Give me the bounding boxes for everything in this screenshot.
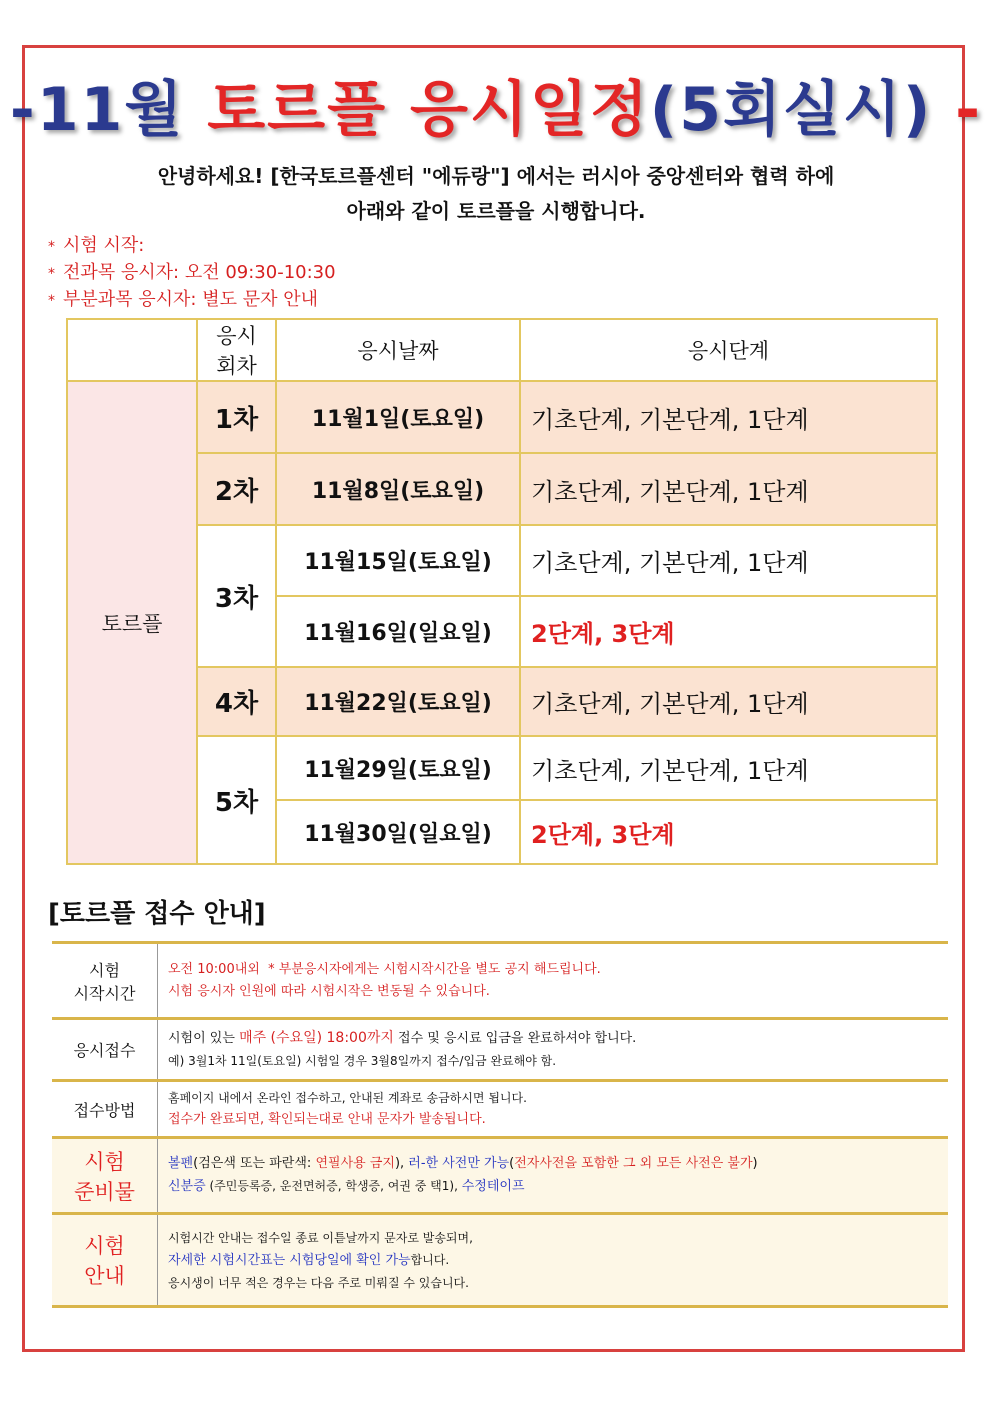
guide-line2-tail: 합니다. bbox=[410, 1252, 450, 1267]
label-line2: 안내 bbox=[84, 1264, 125, 1288]
guide-line1: 시험시간 안내는 접수일 종료 이튿날까지 문자로 발송되며, bbox=[168, 1230, 473, 1245]
round-cell: 1차 bbox=[197, 381, 276, 453]
info-row-method bbox=[52, 1081, 948, 1138]
header-blank bbox=[67, 319, 197, 381]
table-row bbox=[67, 525, 937, 596]
supply-pen-detail: (검은색 또는 파란색: bbox=[193, 1156, 316, 1171]
stage-cell: 기초단계, 기본단계, 1단계 bbox=[520, 667, 937, 736]
info-content bbox=[158, 1081, 949, 1138]
note-full-subject bbox=[48, 258, 336, 284]
label-line2: 시작시간 bbox=[73, 983, 136, 1003]
date-cell: 11월30일(일요일) bbox=[276, 800, 520, 864]
title-left-dash: - bbox=[9, 75, 37, 145]
info-label: 접수방법 bbox=[52, 1081, 158, 1138]
start-time-line2: 시험 응시자 인원에 따라 시험시작은 변동될 수 있습니다. bbox=[168, 983, 490, 999]
date-cell: 11월29일(토요일) bbox=[276, 736, 520, 800]
info-label bbox=[52, 1138, 158, 1214]
asterisk-icon: * bbox=[48, 293, 55, 309]
label-line1: 시험 bbox=[84, 1234, 125, 1258]
round-cell: 2차 bbox=[197, 453, 276, 525]
method-line1: 홈페이지 내에서 온라인 접수하고, 안내된 계좌로 송금하시면 됩니다. bbox=[168, 1091, 527, 1105]
supply-no-pencil: 연필사용 금지 bbox=[315, 1156, 395, 1171]
info-content bbox=[158, 1138, 949, 1214]
asterisk-icon: * bbox=[48, 239, 55, 255]
date-cell: 11월1일(토요일) bbox=[276, 381, 520, 453]
label-line2: 준비물 bbox=[74, 1179, 135, 1204]
schedule-header-row bbox=[67, 319, 937, 381]
info-label bbox=[52, 943, 158, 1019]
table-row bbox=[67, 667, 937, 736]
header-round bbox=[197, 319, 276, 381]
date-cell: 11월16일(일요일) bbox=[276, 596, 520, 667]
header-round-line1: 응시 bbox=[216, 324, 257, 348]
guide-line2: 자세한 시험시간표는 시험당일에 확인 가능 bbox=[168, 1252, 411, 1268]
reg-text-c: 접수 및 응시료 입금을 완료하셔야 합니다. bbox=[393, 1031, 637, 1046]
supply-dictionary: 러-한 사전만 가능 bbox=[408, 1156, 510, 1171]
info-content bbox=[158, 1019, 949, 1081]
reg-deadline: 매주 (수요일) 18:00까지 bbox=[239, 1030, 394, 1046]
supply-paren: ( bbox=[509, 1156, 515, 1171]
page-title bbox=[0, 62, 992, 148]
round-cell: 4차 bbox=[197, 667, 276, 736]
date-cell: 11월15일(토요일) bbox=[276, 525, 520, 596]
note-text: 전과목 응시자: 오전 09:30-10:30 bbox=[63, 262, 336, 283]
supply-id: 신분증 bbox=[168, 1179, 206, 1194]
subject-cell: 토르플 bbox=[67, 381, 197, 864]
section-title: [토르플 접수 안내] bbox=[48, 899, 266, 929]
reg-text-a: 시험이 있는 bbox=[168, 1031, 240, 1046]
stage-cell: 기초단계, 기본단계, 1단계 bbox=[520, 381, 937, 453]
guide-line3: 응시생이 너무 적은 경우는 다음 주로 미뤄질 수 있습니다. bbox=[168, 1275, 469, 1290]
registration-info-table bbox=[52, 941, 948, 1308]
header-date: 응시날짜 bbox=[276, 319, 520, 381]
stage-cell: 기초단계, 기본단계, 1단계 bbox=[520, 736, 937, 800]
table-row bbox=[67, 736, 937, 800]
supply-paren-close: ) bbox=[752, 1156, 758, 1171]
info-row-registration bbox=[52, 1019, 948, 1081]
info-content bbox=[158, 1214, 949, 1307]
info-label bbox=[52, 1214, 158, 1307]
supply-correction-tape: 수정테이프 bbox=[461, 1179, 525, 1194]
note-text: 시험 시작: bbox=[63, 235, 145, 256]
stage-cell: 2단계, 3단계 bbox=[520, 800, 937, 864]
title-month: 11월 bbox=[36, 75, 185, 145]
table-row bbox=[67, 453, 937, 525]
round-cell: 3차 bbox=[197, 525, 276, 667]
supply-id-detail: (주민등록증, 운전면허증, 학생증, 여권 중 택1), bbox=[205, 1179, 462, 1193]
title-paren: (5회실시) bbox=[649, 75, 933, 145]
note-start bbox=[48, 231, 144, 257]
start-time-note: * 부분응시자에게는 시험시작시간을 별도 공지 해드립니다. bbox=[268, 961, 601, 977]
supply-pen: 볼펜 bbox=[168, 1156, 194, 1171]
reg-example: 예) 3월1차 11일(토요일) 시험일 경우 3월8일까지 접수/입금 완료해야 함. bbox=[168, 1054, 557, 1068]
info-content bbox=[158, 943, 949, 1019]
title-main: 토르플 응시일정 bbox=[207, 75, 650, 145]
note-text: 부분과목 응시자: 별도 문자 안내 bbox=[63, 289, 318, 310]
date-cell: 11월8일(토요일) bbox=[276, 453, 520, 525]
method-line2: 접수가 완료되면, 확인되는대로 안내 문자가 발송됩니다. bbox=[168, 1112, 486, 1127]
supply-no-e-dict: 전자사전을 포함한 그 외 모든 사전은 불가 bbox=[514, 1156, 753, 1171]
info-row-supplies bbox=[52, 1138, 948, 1214]
header-stage: 응시단계 bbox=[520, 319, 937, 381]
schedule-table bbox=[66, 318, 938, 865]
intro-line-2: 아래와 같이 토르플을 시행합니다. bbox=[346, 199, 646, 223]
info-row-start-time bbox=[52, 943, 948, 1019]
label-line1: 시험 bbox=[89, 960, 120, 980]
intro-line-1: 안녕하세요! [한국토르플센터 "에듀랑"] 에서는 러시아 중앙센터와 협력 하에 bbox=[157, 164, 835, 188]
stage-cell: 2단계, 3단계 bbox=[520, 596, 937, 667]
header-round-line2: 회차 bbox=[216, 354, 257, 378]
info-label: 응시접수 bbox=[52, 1019, 158, 1081]
stage-cell: 기초단계, 기본단계, 1단계 bbox=[520, 453, 937, 525]
round-cell: 5차 bbox=[197, 736, 276, 864]
table-row bbox=[67, 381, 937, 453]
stage-cell: 기초단계, 기본단계, 1단계 bbox=[520, 525, 937, 596]
start-time-value: 오전 10:00내외 bbox=[168, 961, 260, 977]
label-line1: 시험 bbox=[84, 1149, 125, 1174]
info-row-guide bbox=[52, 1214, 948, 1307]
date-cell: 11월22일(토요일) bbox=[276, 667, 520, 736]
asterisk-icon: * bbox=[48, 266, 55, 282]
title-right-dash: - bbox=[955, 75, 983, 145]
supply-sep: ), bbox=[394, 1156, 409, 1171]
note-partial-subject bbox=[48, 285, 318, 311]
